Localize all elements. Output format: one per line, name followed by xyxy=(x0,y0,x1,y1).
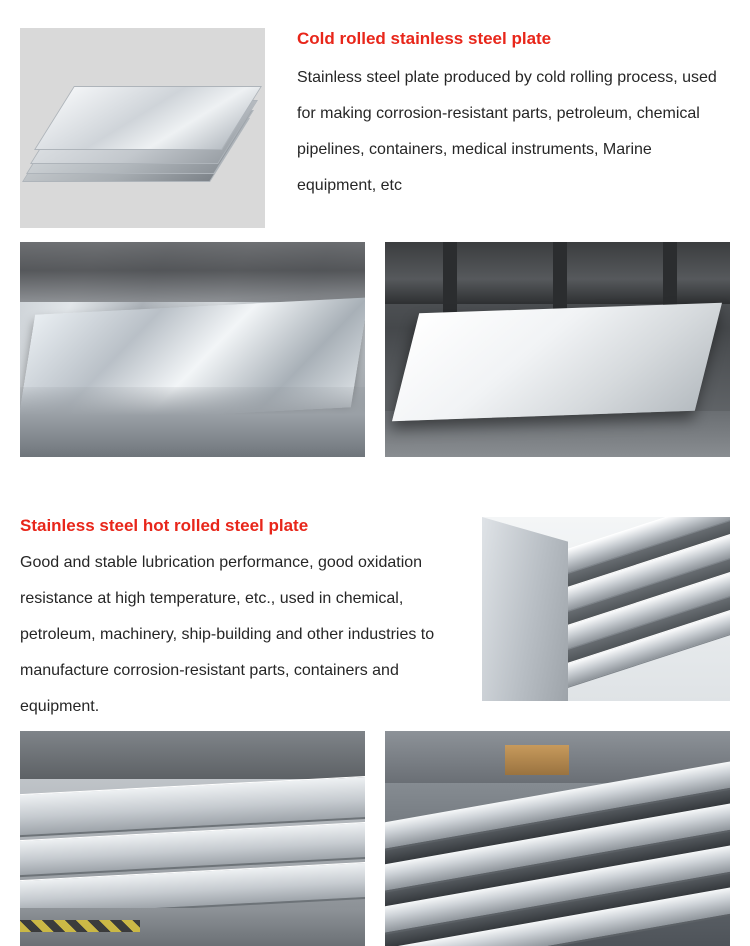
plate-stack-illustration xyxy=(42,80,242,176)
hot-rolled-text-block xyxy=(20,515,460,725)
hot-rolled-photo-row xyxy=(20,731,730,946)
cold-rolled-description: Stainless steel plate produced by cold rolling process, used for making corrosion-resistant parts, petroleum, chemical pipelines, containers, medical instruments, Marine equipment, etc xyxy=(297,69,717,194)
cold-rolled-text-block xyxy=(297,28,730,204)
wooden-pallet-shape xyxy=(505,745,569,775)
cold-rolled-section-header xyxy=(20,28,730,228)
cold-rolled-photo-1 xyxy=(20,242,365,457)
cold-rolled-photo-row xyxy=(20,242,730,457)
cold-rolled-photo-2 xyxy=(385,242,730,457)
hot-rolled-thumbnail-image xyxy=(482,517,730,701)
plate-front-face-shape xyxy=(482,517,568,701)
cold-rolled-heading: Cold rolled stainless steel plate xyxy=(297,29,552,48)
steel-sheet-shape xyxy=(20,297,365,424)
hot-rolled-photo-1 xyxy=(20,731,365,946)
hazard-stripe-shape xyxy=(20,920,140,932)
hot-rolled-description: Good and stable lubrication performance, good oxidation resistance at high temperature, etc., used in chemical, petroleum, machinery, ship-building and other industries to manufacture corrosion-resistant parts, containers and equipment. xyxy=(20,554,435,715)
hot-rolled-photo-2 xyxy=(385,731,730,946)
cold-rolled-thumbnail-image xyxy=(20,28,265,228)
warehouse-background-shape xyxy=(20,731,365,779)
plate-layer xyxy=(34,86,262,150)
steel-sheet-shape xyxy=(392,303,722,421)
hot-rolled-section-header xyxy=(20,515,730,720)
hot-rolled-heading: Stainless steel hot rolled steel plate xyxy=(20,516,309,535)
